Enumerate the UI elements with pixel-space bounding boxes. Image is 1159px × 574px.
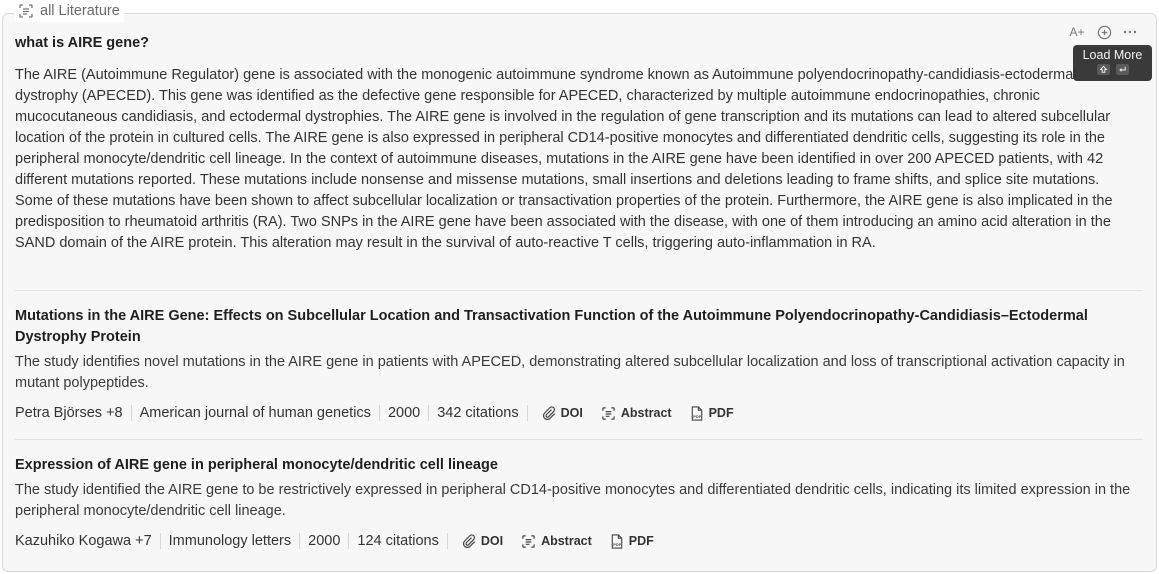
list-scan-icon (521, 534, 536, 549)
abstract-button[interactable] (601, 406, 672, 421)
abstract-button[interactable] (521, 534, 592, 549)
abstract-label: Abstract (541, 534, 592, 548)
list-scan-icon (601, 406, 616, 421)
separator (527, 405, 528, 421)
paperclip-icon (462, 534, 476, 548)
list-scan-icon (18, 3, 34, 19)
divider (15, 290, 1143, 291)
paper-title[interactable]: Mutations in the AIRE Gene: Effects on Subcellular Location and Transactivation Function of the Autoimmune Polyendocrinopathy-Candidiasis–Ectodermal Dystrophy Protein (15, 308, 1088, 345)
answer-text: The AIRE (Autoimmune Regulator) gene is associated with the monogenic autoimmune syndrome known as Autoimmune polyendocrinopathy-candidiasis-ectodermal dystrophy (APECED). This gene was identified as the defective gene responsible for APECED, characterized by multiple autoimmune endocrinopathies, chronic mucocutaneous candidiasis, and ectodermal dystrophies. The AIRE gene is involved in the regulation of gene transcription and its mutations can lead to altered subcellular location of the protein in cultured cells. The AIRE gene is also expressed in peripheral CD14-positive monocytes and differentiated dendritic cells, suggesting its role in the peripheral monocyte/dendritic cell lineage. In the context of autoimmune diseases, mutations in the AIRE gene have been identified in over 200 APECED patients, with 42 different mutations reported. These mutations include nonsense and missense mutations, small insertions and deletions leading to frame shifts, and splice site mutations. Some of these mutations have been shown to affect subcellular localization or transactivation properties of the protein. Furthermore, the AIRE gene is also implicated in the predisposition to rheumatoid arthritis (RA). Two SNPs in the AIRE gene have been associated with the disease, with one of them introducing an amino acid alteration in the SAND domain of the AIRE protein. This alteration may result in the survival of auto-reactive T cells, triggering auto-inflammation in RA. (15, 67, 1113, 251)
paper-meta (15, 403, 734, 423)
svg-text:PDF: PDF (692, 413, 701, 419)
panel-header (14, 0, 124, 22)
svg-text:PDF: PDF (613, 541, 621, 547)
paper-journal: Immunology letters (168, 533, 292, 549)
pdf-file-icon (690, 406, 704, 421)
question-text: what is AIRE gene? (15, 35, 150, 51)
paper-meta (15, 531, 654, 551)
divider (15, 439, 1143, 440)
separator (160, 533, 161, 549)
pdf-file-icon (610, 534, 624, 549)
paper-summary: The study identified the AIRE gene to be restrictively expressed in peripheral CD14-positive monocytes and differentiated dendritic cells, indicating its limited expression in the peripheral monocyte/dendritic cell lineage. (15, 482, 1131, 519)
separator (299, 533, 300, 549)
paper-authors[interactable]: Kazuhiko Kogawa +7 (15, 533, 152, 549)
paper-citations: 124 citations (357, 533, 439, 549)
panel-label: all Literature (40, 3, 120, 19)
paper-title[interactable]: Expression of AIRE gene in peripheral monocyte/dendritic cell lineage (15, 457, 498, 473)
paper-authors[interactable]: Petra Björses +8 (15, 405, 123, 421)
pdf-label: PDF (708, 406, 734, 420)
paperclip-icon (542, 406, 556, 420)
separator (348, 533, 349, 549)
doi-button[interactable] (462, 534, 503, 548)
doi-label: DOI (560, 406, 583, 420)
separator (428, 405, 429, 421)
paper-journal: American journal of human genetics (139, 405, 371, 421)
add-circle-icon[interactable] (1095, 24, 1113, 40)
paper-year: 2000 (308, 533, 341, 549)
separator (131, 405, 132, 421)
doi-button[interactable] (542, 406, 583, 420)
font-size-button[interactable]: A+ (1069, 25, 1085, 39)
answer-toolbar (1067, 24, 1139, 40)
separator (379, 405, 380, 421)
doi-label: DOI (480, 534, 504, 548)
separator (447, 533, 448, 549)
paper-citations: 342 citations (437, 405, 519, 421)
pdf-label: PDF (628, 534, 654, 548)
tooltip-text: Load More (1082, 48, 1143, 62)
abstract-label: Abstract (620, 406, 672, 420)
pdf-button[interactable] (610, 534, 654, 549)
paper-year: 2000 (387, 405, 421, 421)
paper-summary: The study identifies novel mutations in the AIRE gene in patients with APECED, demonstrating altered subcellular localization and loss of transcriptional activation capacity in mutant polypeptides. (15, 354, 1125, 391)
more-icon[interactable] (1121, 24, 1139, 40)
pdf-button[interactable] (690, 406, 734, 421)
